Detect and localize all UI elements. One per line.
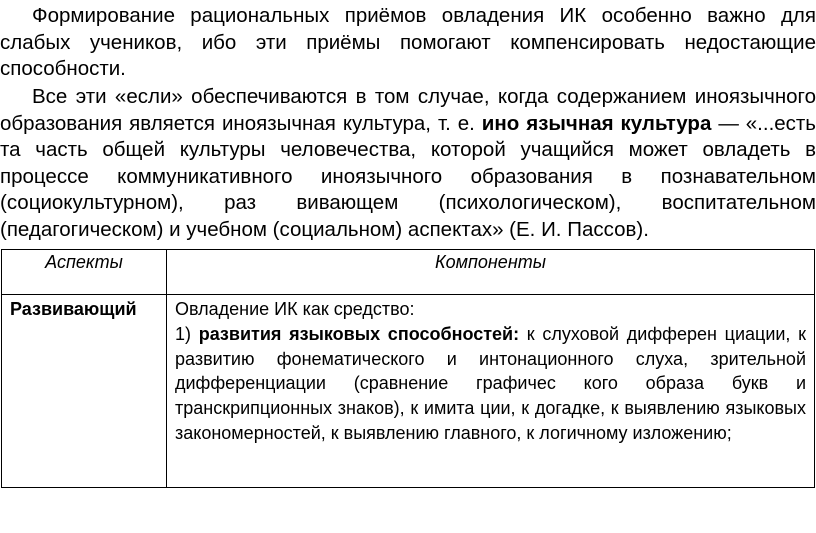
- aspect-cell: Развивающий: [2, 295, 167, 488]
- paragraph-1-text: Формирование рациональных приёмов овладения ИК особенно важно для слабых учеников, ибо эти приёмы помогают компенсировать недостающие способности.: [0, 4, 816, 80]
- table-header-row: [2, 250, 815, 295]
- components-item-number: 1): [175, 323, 199, 344]
- components-intro: Овладение ИК как средство:: [175, 299, 415, 319]
- header-components: Компоненты: [167, 250, 815, 295]
- paragraph-2: [0, 84, 816, 243]
- aspects-table: [1, 249, 815, 488]
- components-cell: [167, 295, 815, 488]
- paragraph-2-text-after: — «...есть та часть общей культуры человечества, которой учащийся может овладеть в процессе коммуникативного иноязычного образования в познавательном (социокультурном), раз вивающем (психологическом), воспитательном (педагогическом) и учебном (социальном) аспектах» (Е. И. Пассов).: [0, 111, 816, 241]
- components-item-bold: развития языковых способностей:: [198, 323, 520, 344]
- header-aspects: Аспекты: [2, 250, 167, 295]
- paragraph-2-text-before: Все эти «если» обеспечиваются в том случае, когда содержанием иноязычного образования является иноязычная культура, т. е.: [0, 85, 816, 135]
- table-row: [2, 295, 815, 488]
- paragraph-1: [0, 3, 816, 83]
- paragraph-2-bold-term: ино язычная культура: [481, 111, 712, 135]
- components-item-text: к слуховой дифферен циации, к развитию фонематического и интонационного слуха, зрительной дифференциации (сравнение графичес кого образа букв и транскрипционных знаков), к имита ции, к догадке, к выявлению языковых закономерностей, к выявлению главного, к логичному изложению;: [175, 323, 806, 443]
